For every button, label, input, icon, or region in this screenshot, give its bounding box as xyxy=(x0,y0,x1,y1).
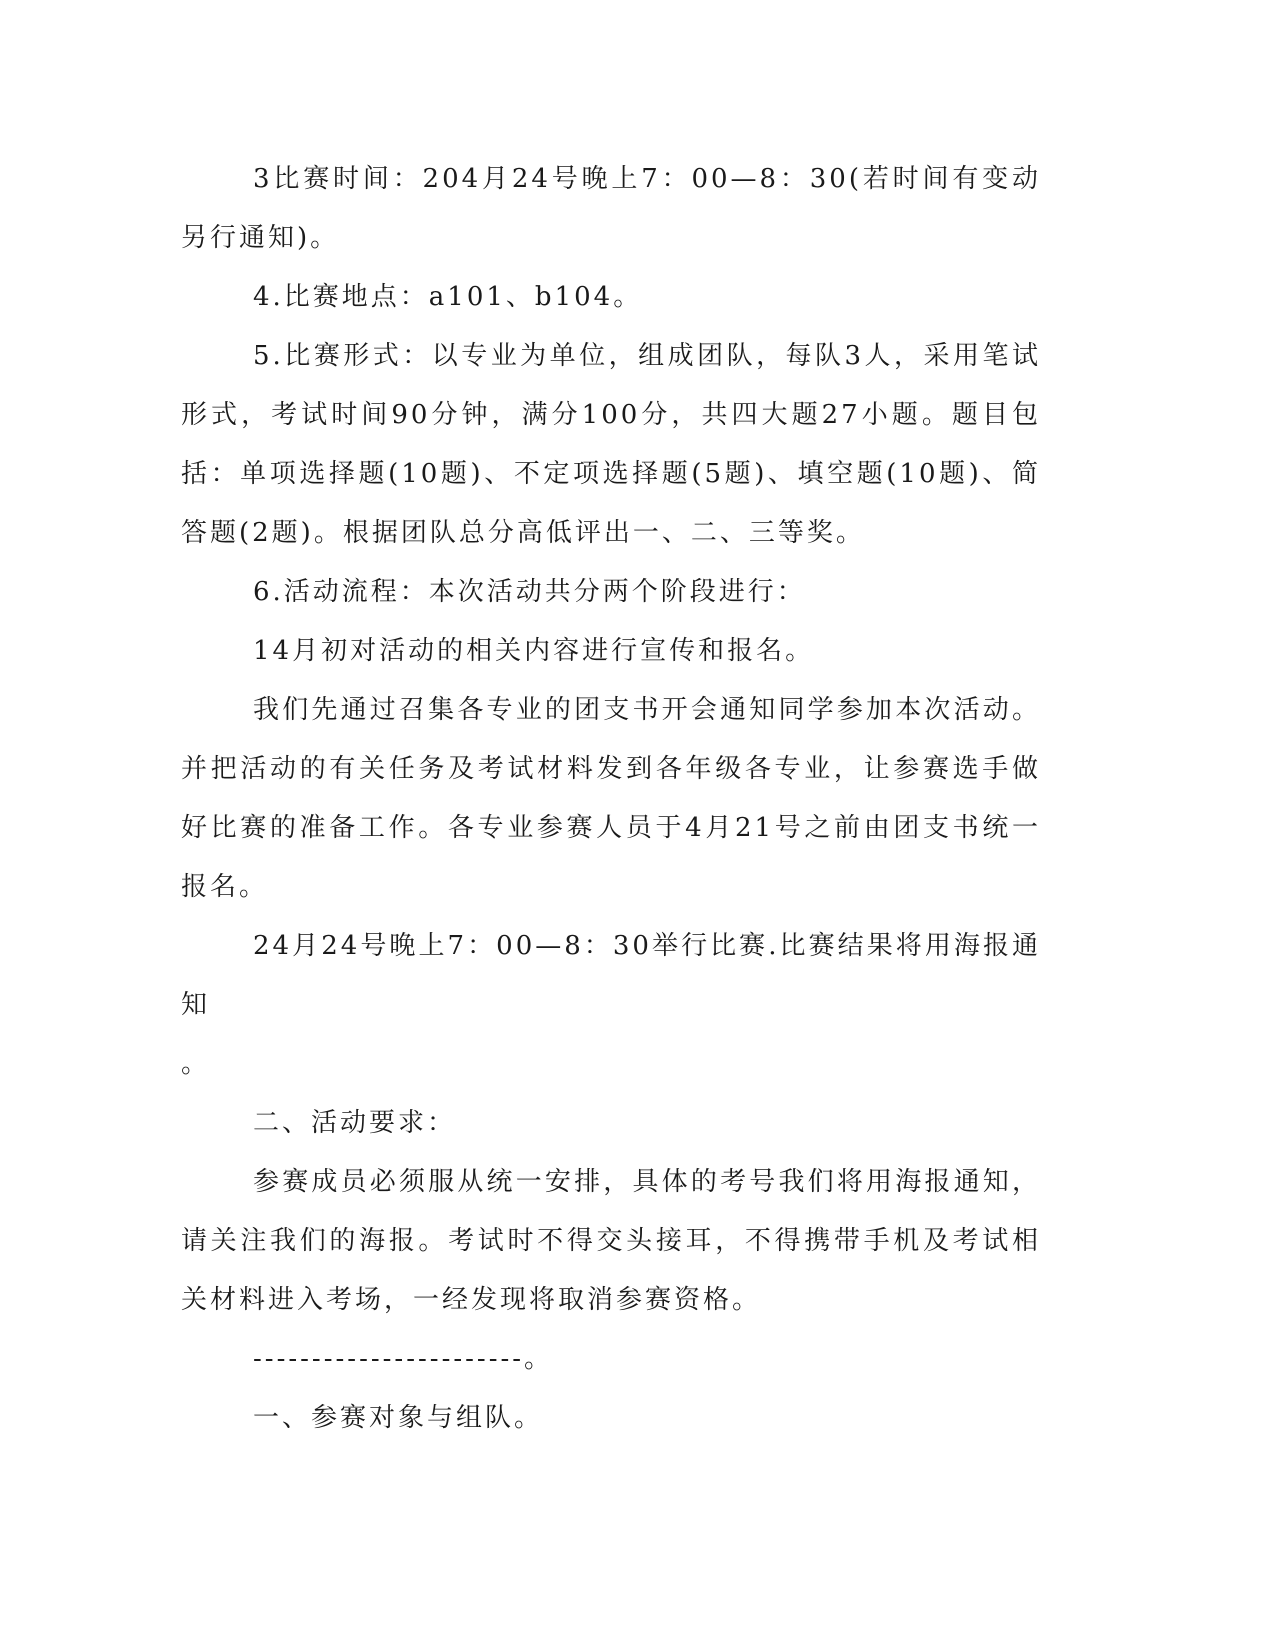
paragraph-competition-time: 3比赛时间：204月24号晚上7：00—8：30(若时间有变动另行通知)。 xyxy=(181,164,1041,253)
paragraph-registration-details: 我们先通过召集各专业的团支书开会通知同学参加本次活动。并把活动的有关任务及考试材料发到各年级各专业，让参赛选手做好比赛的准备工作。各专业参赛人员于4月21号之前由团支书统一报名。 xyxy=(181,695,1041,902)
paragraph-competition-format: 5.比赛形式：以专业为单位，组成团队，每队3人，采用笔试形式，考试时间90分钟，满分100分，共四大题27小题。题目包括：单项选择题(10题)、不定项选择题(5题)、填空题(10题)、简答题(2题)。根据团队总分高低评出一、二、三等奖。 xyxy=(181,341,1041,548)
section-heading-requirements: 二、活动要求： xyxy=(253,1108,457,1138)
document-body xyxy=(181,150,1041,1448)
separator-line: -----------------------。 xyxy=(253,1344,554,1374)
paragraph-competition-venue: 4.比赛地点：a101、b104。 xyxy=(253,282,643,312)
paragraph-stage-two-end: 。 xyxy=(181,1049,211,1079)
paragraph-stage-one: 14月初对活动的相关内容进行宣传和报名。 xyxy=(253,636,815,666)
paragraph-requirements: 参赛成员必须服从统一安排，具体的考号我们将用海报通知，请关注我们的海报。考试时不得交头接耳，不得携带手机及考试相关材料进入考场，一经发现将取消参赛资格。 xyxy=(181,1167,1041,1315)
paragraph-stage-two: 24月24号晚上7：00—8：30举行比赛.比赛结果将用海报通知 xyxy=(181,931,1041,1020)
section-heading-participants: 一、参赛对象与组队。 xyxy=(253,1403,544,1433)
paragraph-activity-process: 6.活动流程：本次活动共分两个阶段进行： xyxy=(253,577,806,607)
